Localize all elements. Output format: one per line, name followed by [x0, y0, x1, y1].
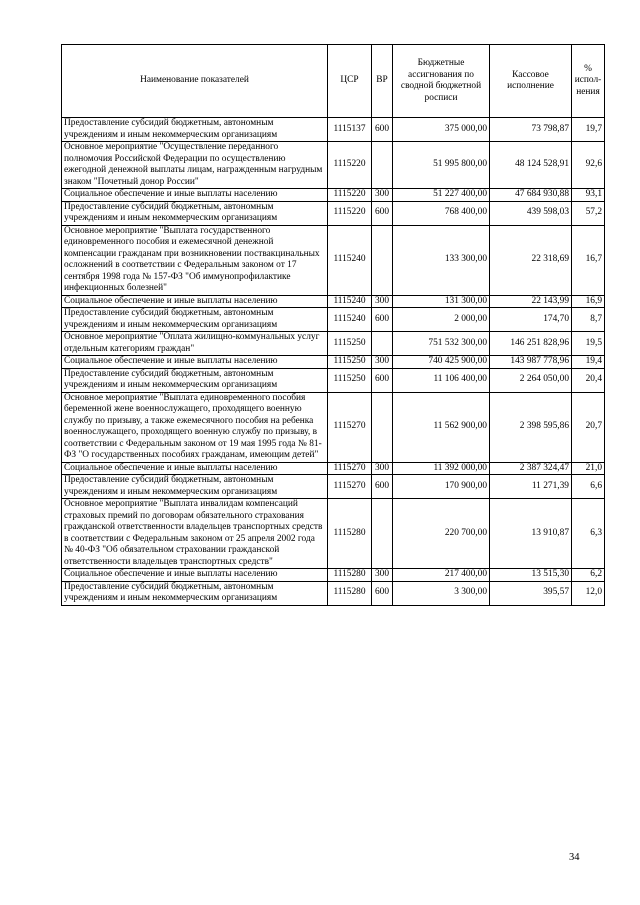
row-csr-cell: 1115270 [328, 475, 372, 499]
row-pct-cell: 21,0 [572, 462, 605, 475]
row-assignments-cell: 11 106 400,00 [393, 368, 490, 392]
row-name-cell: Предоставление субсидий бюджетным, автономным учреждениям и иным некоммерческим организациям [62, 201, 328, 225]
row-name-cell: Социальное обеспечение и иные выплаты населению [62, 189, 328, 202]
table-row [62, 581, 605, 605]
row-csr-cell: 1115220 [328, 142, 372, 189]
header-cash: Кассовое исполнение [490, 45, 572, 118]
row-csr-cell: 1115240 [328, 295, 372, 308]
row-vr-cell: 600 [372, 118, 393, 142]
table-row [62, 569, 605, 582]
row-name-cell: Основное мероприятие "Выплата единовременного пособия беременной жене военнослужащего, проходящего военную службу по призыву, а также ежемесячного пособия на ребенка военнослужащего, проходящего военную службу по призыву, в соответствии с Федеральным законом от 19 мая 1995 года № 81-ФЗ "О государственных пособиях гражданам, имеющим детей" [62, 392, 328, 462]
row-pct-cell: 57,2 [572, 201, 605, 225]
table-row [62, 332, 605, 356]
row-assignments-cell: 751 532 300,00 [393, 332, 490, 356]
row-vr-cell: 300 [372, 189, 393, 202]
row-cash-cell: 174,70 [490, 308, 572, 332]
row-name-cell: Основное мероприятие "Оплата жилищно-коммунальных услуг отдельным категориям граждан" [62, 332, 328, 356]
row-assignments-cell: 2 000,00 [393, 308, 490, 332]
row-cash-cell: 2 398 595,86 [490, 392, 572, 462]
row-csr-cell: 1115220 [328, 189, 372, 202]
header-name: Наименование показателей [62, 45, 328, 118]
row-pct-cell: 16,9 [572, 295, 605, 308]
header-pct: % испол-нения [572, 45, 605, 118]
row-vr-cell: 600 [372, 368, 393, 392]
row-csr-cell: 1115270 [328, 392, 372, 462]
row-pct-cell: 20,4 [572, 368, 605, 392]
row-vr-cell [372, 332, 393, 356]
table-row [62, 392, 605, 462]
row-csr-cell: 1115280 [328, 581, 372, 605]
row-csr-cell: 1115240 [328, 225, 372, 295]
row-pct-cell: 92,6 [572, 142, 605, 189]
row-assignments-cell: 11 392 000,00 [393, 462, 490, 475]
row-assignments-cell: 51 227 400,00 [393, 189, 490, 202]
row-vr-cell [372, 499, 393, 569]
row-name-cell: Предоставление субсидий бюджетным, автономным учреждениям и иным некоммерческим организациям [62, 368, 328, 392]
row-pct-cell: 19,7 [572, 118, 605, 142]
row-vr-cell: 600 [372, 201, 393, 225]
row-vr-cell: 300 [372, 462, 393, 475]
row-cash-cell: 22 318,69 [490, 225, 572, 295]
row-pct-cell: 20,7 [572, 392, 605, 462]
page-number: 34 [569, 852, 580, 863]
row-vr-cell [372, 392, 393, 462]
row-cash-cell: 439 598,03 [490, 201, 572, 225]
row-csr-cell: 1115137 [328, 118, 372, 142]
row-name-cell: Социальное обеспечение и иные выплаты населению [62, 356, 328, 369]
row-name-cell: Предоставление субсидий бюджетным, автономным учреждениям и иным некоммерческим организациям [62, 581, 328, 605]
header-csr: ЦСР [328, 45, 372, 118]
row-vr-cell: 600 [372, 475, 393, 499]
row-csr-cell: 1115220 [328, 201, 372, 225]
budget-execution-table [61, 44, 605, 606]
row-pct-cell: 16,7 [572, 225, 605, 295]
row-pct-cell: 93,1 [572, 189, 605, 202]
row-csr-cell: 1115240 [328, 308, 372, 332]
row-assignments-cell: 375 000,00 [393, 118, 490, 142]
row-assignments-cell: 3 300,00 [393, 581, 490, 605]
row-vr-cell [372, 225, 393, 295]
row-name-cell: Основное мероприятие "Осуществление переданного полномочия Российской Федерации по осуществлению ежегодной денежной выплаты лицам, награжденным нагрудным знаком "Почетный донор России" [62, 142, 328, 189]
row-name-cell: Социальное обеспечение и иные выплаты населению [62, 569, 328, 582]
table-body [62, 118, 605, 606]
row-cash-cell: 22 143,99 [490, 295, 572, 308]
row-cash-cell: 11 271,39 [490, 475, 572, 499]
row-cash-cell: 73 798,87 [490, 118, 572, 142]
row-name-cell: Основное мероприятие "Выплата инвалидам компенсаций страховых премий по договорам обязательного страхования гражданской ответственности владельцев транспортных средств в соответствии с Федеральным законом от 25 апреля 2002 года № 40-ФЗ "Об обязательном страховании гражданской ответственности владельцев транспортных средств" [62, 499, 328, 569]
row-assignments-cell: 51 995 800,00 [393, 142, 490, 189]
table-row [62, 499, 605, 569]
table-row [62, 142, 605, 189]
row-cash-cell: 13 515,30 [490, 569, 572, 582]
row-assignments-cell: 220 700,00 [393, 499, 490, 569]
row-assignments-cell: 131 300,00 [393, 295, 490, 308]
table-row [62, 462, 605, 475]
table-header [62, 45, 605, 118]
header-row [62, 45, 605, 118]
row-csr-cell: 1115250 [328, 332, 372, 356]
row-vr-cell: 600 [372, 581, 393, 605]
row-name-cell: Предоставление субсидий бюджетным, автономным учреждениям и иным некоммерческим организациям [62, 308, 328, 332]
row-name-cell: Предоставление субсидий бюджетным, автономным учреждениям и иным некоммерческим организациям [62, 475, 328, 499]
row-pct-cell: 6,6 [572, 475, 605, 499]
row-pct-cell: 8,7 [572, 308, 605, 332]
row-cash-cell: 146 251 828,96 [490, 332, 572, 356]
row-csr-cell: 1115280 [328, 569, 372, 582]
row-cash-cell: 2 264 050,00 [490, 368, 572, 392]
row-cash-cell: 13 910,87 [490, 499, 572, 569]
table-row [62, 356, 605, 369]
row-assignments-cell: 740 425 900,00 [393, 356, 490, 369]
row-pct-cell: 12,0 [572, 581, 605, 605]
row-vr-cell: 600 [372, 308, 393, 332]
row-pct-cell: 6,2 [572, 569, 605, 582]
row-csr-cell: 1115250 [328, 368, 372, 392]
table-row [62, 118, 605, 142]
table-row [62, 295, 605, 308]
row-name-cell: Социальное обеспечение и иные выплаты населению [62, 462, 328, 475]
row-name-cell: Основное мероприятие "Выплата государственного единовременного пособия и ежемесячной денежной компенсации гражданам при возникновении поствакцинальных осложнений в соответствии с Федеральным законом от 17 сентября 1998 года № 157-ФЗ "Об иммунопрофилактике инфекционных болезней" [62, 225, 328, 295]
row-cash-cell: 48 124 528,91 [490, 142, 572, 189]
row-csr-cell: 1115250 [328, 356, 372, 369]
row-name-cell: Социальное обеспечение и иные выплаты населению [62, 295, 328, 308]
row-pct-cell: 19,4 [572, 356, 605, 369]
row-assignments-cell: 11 562 900,00 [393, 392, 490, 462]
row-assignments-cell: 768 400,00 [393, 201, 490, 225]
header-vr: ВР [372, 45, 393, 118]
table-row [62, 368, 605, 392]
row-cash-cell: 395,57 [490, 581, 572, 605]
row-vr-cell [372, 142, 393, 189]
table-row [62, 225, 605, 295]
row-assignments-cell: 133 300,00 [393, 225, 490, 295]
row-cash-cell: 2 387 324,47 [490, 462, 572, 475]
header-assignments: Бюджетные ассигнования по сводной бюджетной росписи [393, 45, 490, 118]
table-row [62, 308, 605, 332]
table-row [62, 189, 605, 202]
row-vr-cell: 300 [372, 295, 393, 308]
row-name-cell: Предоставление субсидий бюджетным, автономным учреждениям и иным некоммерческим организациям [62, 118, 328, 142]
row-assignments-cell: 217 400,00 [393, 569, 490, 582]
row-assignments-cell: 170 900,00 [393, 475, 490, 499]
row-csr-cell: 1115280 [328, 499, 372, 569]
row-vr-cell: 300 [372, 356, 393, 369]
table-row [62, 201, 605, 225]
row-pct-cell: 19,5 [572, 332, 605, 356]
row-cash-cell: 143 987 778,96 [490, 356, 572, 369]
row-vr-cell: 300 [372, 569, 393, 582]
row-csr-cell: 1115270 [328, 462, 372, 475]
row-pct-cell: 6,3 [572, 499, 605, 569]
row-cash-cell: 47 684 930,88 [490, 189, 572, 202]
table-row [62, 475, 605, 499]
